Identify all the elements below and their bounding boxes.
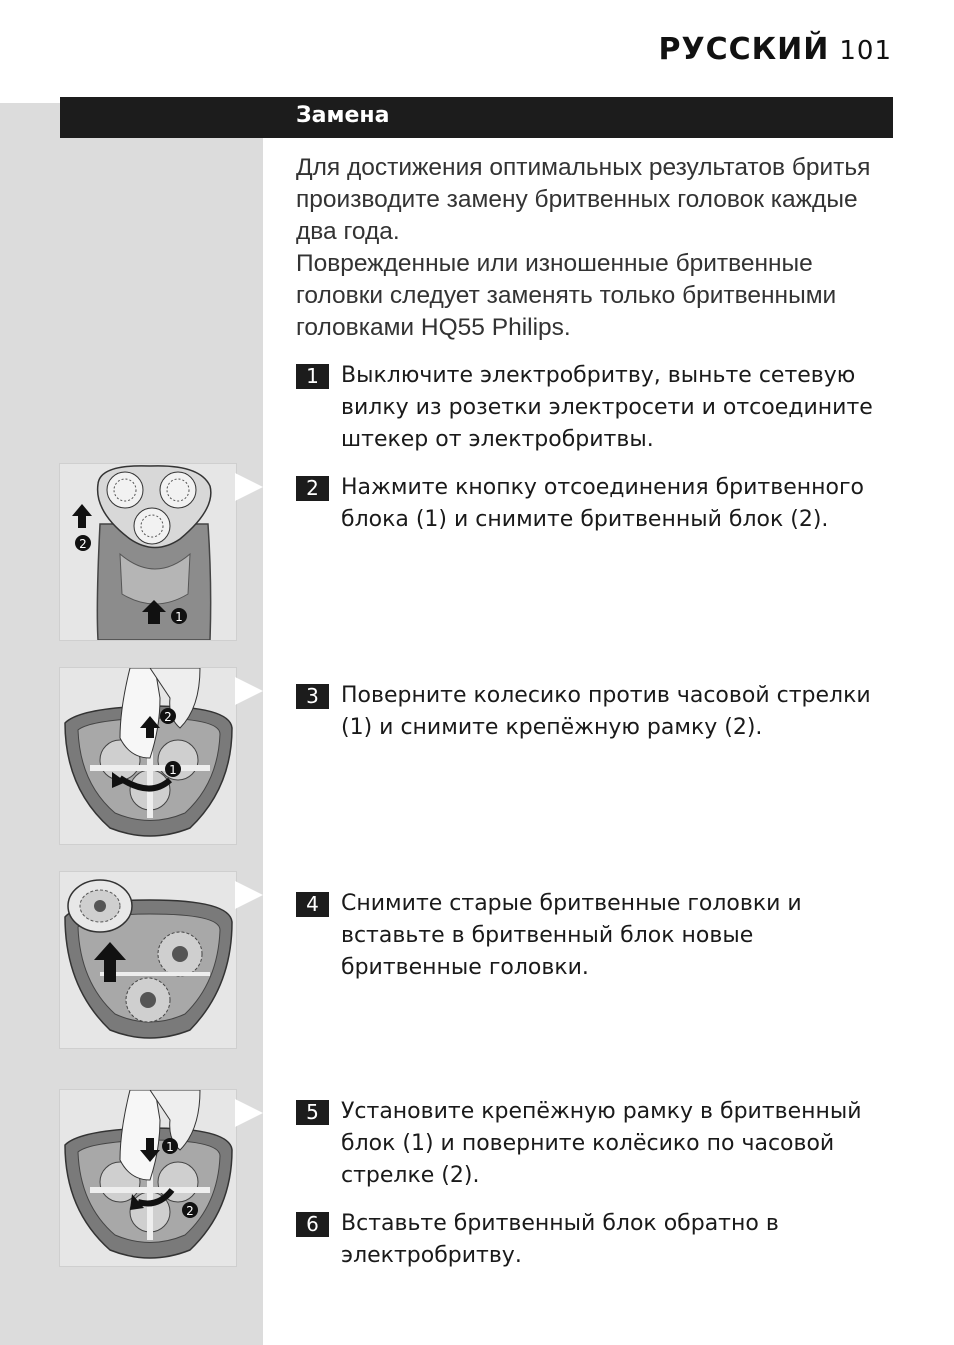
callout-2-label: 2: [79, 537, 87, 551]
figure-replace-heads: [59, 871, 237, 1049]
step-2: [296, 472, 896, 536]
remove-frame-illustration: [60, 668, 236, 844]
intro-paragraph-1: Для достижения оптимальных результатов бритья производите замену бритвенных головок каждые два года.: [296, 154, 871, 245]
figure-install-frame: [59, 1089, 237, 1267]
step-text: Выключите электробритву, выньте сетевую вилку из розетки электросети и отсоедините штекер от электробритвы.: [341, 363, 873, 452]
intro-paragraph-2: Поврежденные или изношенные бритвенные головки следует заменять только бритвенными головками HQ55 Philips.: [296, 250, 837, 341]
step-1: [296, 360, 896, 456]
figure-remove-frame: [59, 667, 237, 845]
replace-heads-illustration: [60, 872, 236, 1048]
step-number-badge: 2: [296, 476, 329, 501]
step-number-badge: 5: [296, 1100, 329, 1125]
callout-2-label: 2: [164, 710, 172, 724]
figure-shaver-release: [59, 463, 237, 641]
step-3: [296, 680, 896, 744]
figure-pointer: [235, 677, 263, 705]
install-frame-illustration: [60, 1090, 236, 1266]
step-text: Вставьте бритвенный блок обратно в электробритву.: [341, 1211, 779, 1268]
callout-1-label: 1: [175, 610, 183, 624]
step-text: Нажмите кнопку отсоединения бритвенного блока (1) и снимите бритвенный блок (2).: [341, 475, 864, 532]
step-number-badge: 6: [296, 1212, 329, 1237]
intro-text: [296, 152, 896, 344]
shaver-release-illustration: [60, 464, 236, 640]
step-5: [296, 1096, 896, 1192]
step-number-badge: 4: [296, 892, 329, 917]
figure-pointer: [235, 1099, 263, 1127]
callout-2-label: 2: [186, 1204, 194, 1218]
step-text: Поверните колесико против часовой стрелки (1) и снимите крепёжную рамку (2).: [341, 683, 871, 740]
section-title: Замена: [296, 103, 390, 128]
step-number-badge: 1: [296, 364, 329, 389]
callout-1-label: 1: [166, 1140, 174, 1154]
figure-pointer: [235, 473, 263, 501]
step-text: Установите крепёжную рамку в бритвенный блок (1) и поверните колёсико по часовой стрелке (2).: [341, 1099, 862, 1188]
step-6: [296, 1208, 896, 1272]
step-4: [296, 888, 896, 984]
step-text: Снимите старые бритвенные головки и вставьте в бритвенный блок новые бритвенные головки.: [341, 891, 802, 980]
step-number-badge: 3: [296, 684, 329, 709]
callout-1-label: 1: [169, 763, 177, 777]
page-number: 101: [839, 36, 892, 66]
figure-pointer: [235, 881, 263, 909]
language-label: РУССКИЙ: [658, 32, 830, 67]
page-header: [658, 32, 892, 67]
section-heading-bar: [60, 97, 893, 138]
